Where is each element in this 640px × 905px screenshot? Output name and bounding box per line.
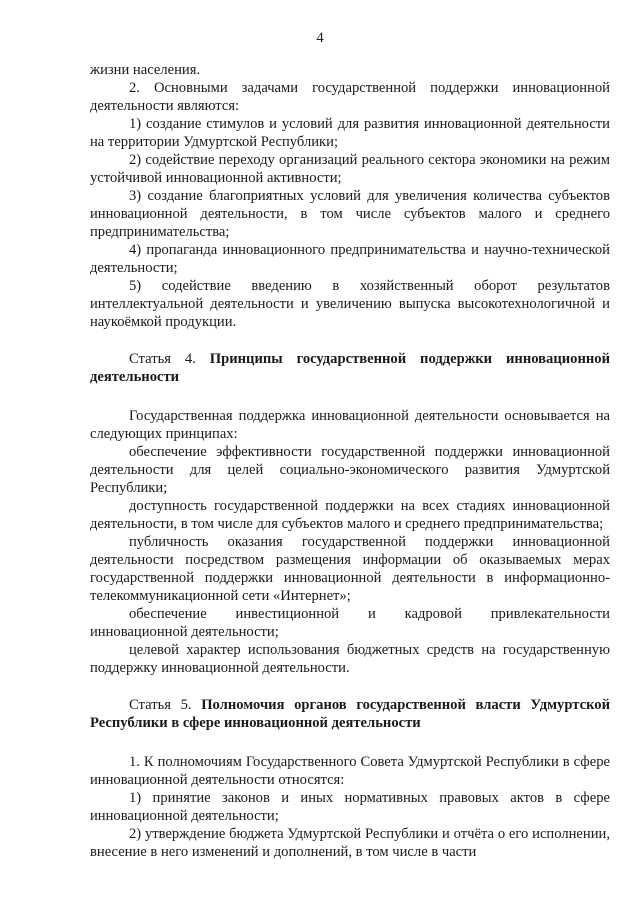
article-5-title: Полномочия органов государственной власти Удмуртской Республики в сфере инновационной деятельности: [90, 697, 610, 731]
list-item: 3) создание благоприятных условий для увеличения количества субъектов инновационной деятельности, в том числе субъектов малого и среднего предпринимательства;: [90, 188, 610, 240]
spacer: [90, 331, 610, 350]
list-item: обеспечение инвестиционной и кадровой привлекательности инновационной деятельности;: [90, 606, 610, 640]
spacer: [90, 677, 610, 696]
article-5-label: Статья 5.: [129, 697, 192, 713]
spacer: [90, 732, 610, 753]
paragraph: 1. К полномочиям Государственного Совета Удмуртской Республики в сфере инновационной деятельности относятся:: [90, 754, 610, 788]
paragraph: Государственная поддержка инновационной деятельности основывается на следующих принципах:: [90, 408, 610, 442]
list-item: доступность государственной поддержки на всех стадиях инновационной деятельности, в том числе для субъектов малого и среднего предпринимательства;: [90, 498, 610, 532]
list-item: 1) принятие законов и иных нормативных правовых актов в сфере инновационной деятельности;: [90, 790, 610, 824]
article-5-heading: [90, 696, 610, 732]
document-body: [90, 61, 610, 861]
spacer: [90, 386, 610, 407]
paragraph: 2. Основными задачами государственной поддержки инновационной деятельности являются:: [90, 80, 610, 114]
list-item: 2) содействие переходу организаций реального сектора экономики на режим устойчивой инновационной активности;: [90, 152, 610, 186]
list-item: обеспечение эффективности государственной поддержки инновационной деятельности для целей социально-экономического развития Удмуртской Республики;: [90, 444, 610, 496]
list-item: 4) пропаганда инновационного предпринимательства и научно-технической деятельности;: [90, 242, 610, 276]
list-item: 2) утверждение бюджета Удмуртской Республики и отчёта о его исполнении, внесение в него изменений и дополнений, в том числе в части: [90, 826, 610, 860]
paragraph: жизни населения.: [90, 62, 201, 78]
list-item: целевой характер использования бюджетных средств на государственную поддержку инновационной деятельности.: [90, 642, 610, 676]
article-4-label: Статья 4.: [129, 351, 196, 367]
list-item: 5) содействие введению в хозяйственный оборот результатов интеллектуальной деятельности и увеличению выпуска высокотехнологичной и наукоёмкой продукции.: [90, 278, 610, 330]
page-number: 4: [316, 30, 324, 46]
article-4-heading: [90, 350, 610, 386]
list-item: публичность оказания государственной поддержки инновационной деятельности посредством размещения информации об оказываемых мерах государственной поддержки инновационной деятельности в информационно-телекоммуникационной сети «Интернет»;: [90, 534, 610, 604]
list-item: 1) создание стимулов и условий для развития инновационной деятельности на территории Удмуртской Республики;: [90, 116, 610, 150]
article-4-title: Принципы государственной поддержки инновационной деятельности: [90, 351, 610, 385]
